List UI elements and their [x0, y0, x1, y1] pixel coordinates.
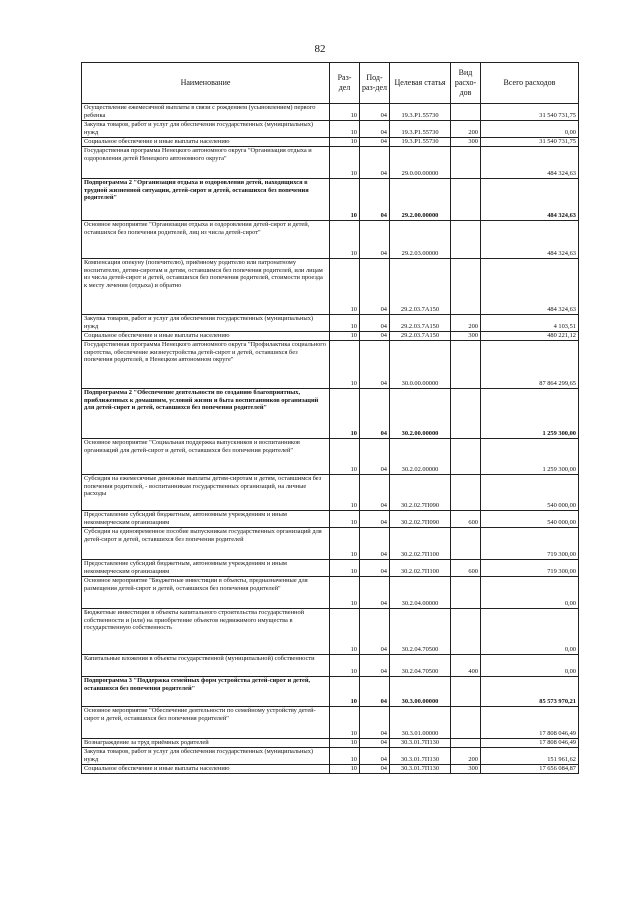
cell-vid	[451, 179, 481, 221]
cell-vid: 600	[451, 511, 481, 528]
cell-vid	[451, 475, 481, 511]
cell-vid	[451, 577, 481, 609]
cell-celevaya: 30.3.01.7П130	[390, 748, 451, 765]
cell-celevaya: 30.2.04.70500	[390, 655, 451, 677]
cell-summa: 719 300,00	[481, 560, 579, 577]
table-row	[82, 259, 579, 315]
cell-vid: 400	[451, 655, 481, 677]
cell-vid	[451, 439, 481, 475]
cell-celevaya: 30.2.02.7П100	[390, 528, 451, 560]
cell-vid	[451, 221, 481, 259]
table-row	[82, 475, 579, 511]
cell-razdel: 10	[330, 765, 360, 774]
table-row	[82, 315, 579, 332]
cell-summa: 4 103,51	[481, 315, 579, 332]
cell-summa: 17 808 046,49	[481, 707, 579, 739]
cell-summa: 484 324,63	[481, 221, 579, 259]
cell-razdel: 10	[330, 475, 360, 511]
cell-podrazdel: 04	[360, 104, 390, 121]
cell-celevaya: 19.3.P1.55730	[390, 121, 451, 138]
cell-name: Основное мероприятие "Организация отдыха и оздоровления детей-сирот и детей, оставшихся без попечения родителей, лиц из числа детей-сирот"	[82, 221, 330, 259]
cell-vid	[451, 147, 481, 179]
cell-celevaya: 30.2.02.7П100	[390, 560, 451, 577]
cell-celevaya: 19.3.P1.55730	[390, 138, 451, 147]
cell-celevaya: 29.2.03.00000	[390, 221, 451, 259]
cell-name: Предоставление субсидий бюджетным, автономным учреждениям и иным некоммерческим организациям	[82, 560, 330, 577]
cell-summa: 1 259 300,00	[481, 439, 579, 475]
cell-podrazdel: 04	[360, 138, 390, 147]
expenses-table	[81, 62, 579, 774]
cell-razdel: 10	[330, 259, 360, 315]
cell-name: Социальное обеспечение и иные выплаты населению	[82, 332, 330, 341]
table-row	[82, 104, 579, 121]
table-row	[82, 147, 579, 179]
cell-summa: 1 259 300,00	[481, 389, 579, 439]
cell-name: Капитальные вложения в объекты государственной (муниципальной) собственности	[82, 655, 330, 677]
table-row	[82, 439, 579, 475]
header-podrazdel: Под-раз-дел	[360, 63, 390, 104]
cell-name: Закупка товаров, работ и услуг для обеспечения государственных (муниципальных) нужд	[82, 121, 330, 138]
cell-podrazdel: 04	[360, 332, 390, 341]
cell-celevaya: 30.3.01.7П130	[390, 765, 451, 774]
cell-vid	[451, 259, 481, 315]
cell-podrazdel: 04	[360, 748, 390, 765]
cell-name: Предоставление субсидий бюджетным, автономным учреждениям и иным некоммерческим организациям	[82, 511, 330, 528]
cell-summa: 0,00	[481, 577, 579, 609]
cell-razdel: 10	[330, 179, 360, 221]
cell-podrazdel: 04	[360, 577, 390, 609]
cell-summa: 0,00	[481, 655, 579, 677]
cell-celevaya: 30.3.01.00000	[390, 707, 451, 739]
cell-name: Основное мероприятие "Социальная поддержка выпускников и воспитанников организаций для детей-сирот и детей, оставшихся без попечения родителей"	[82, 439, 330, 475]
cell-vid: 200	[451, 748, 481, 765]
cell-vid: 300	[451, 332, 481, 341]
cell-vid	[451, 739, 481, 748]
cell-summa: 151 961,62	[481, 748, 579, 765]
cell-razdel: 10	[330, 748, 360, 765]
cell-podrazdel: 04	[360, 259, 390, 315]
cell-razdel: 10	[330, 577, 360, 609]
cell-vid	[451, 707, 481, 739]
cell-celevaya: 30.0.00.00000	[390, 341, 451, 389]
cell-razdel: 10	[330, 332, 360, 341]
cell-name: Государственная программа Ненецкого автономного округа "Организация отдыха и оздоровления детей Ненецкого автономного округа"	[82, 147, 330, 179]
cell-vid	[451, 389, 481, 439]
cell-summa: 484 324,63	[481, 179, 579, 221]
cell-vid	[451, 341, 481, 389]
cell-name: Государственная программа Ненецкого автономного округа "Профилактика социального сиротства, обеспечение жизнеустройства детей-сирот и детей, оставшихся без попечения родителей, в Ненецком автономном округе"	[82, 341, 330, 389]
cell-vid	[451, 104, 481, 121]
cell-summa: 85 573 970,21	[481, 677, 579, 707]
cell-celevaya: 29.0.00.00000	[390, 147, 451, 179]
cell-summa: 31 540 731,75	[481, 138, 579, 147]
page-number: 82	[314, 43, 326, 55]
cell-razdel: 10	[330, 138, 360, 147]
cell-vid: 200	[451, 121, 481, 138]
cell-razdel: 10	[330, 439, 360, 475]
cell-podrazdel: 04	[360, 707, 390, 739]
table-row	[82, 739, 579, 748]
cell-summa: 540 000,00	[481, 475, 579, 511]
cell-name: Закупка товаров, работ и услуг для обеспечения государственных (муниципальных) нужд	[82, 748, 330, 765]
cell-razdel: 10	[330, 315, 360, 332]
cell-celevaya: 29.2.03.7А150	[390, 315, 451, 332]
cell-podrazdel: 04	[360, 739, 390, 748]
table-row	[82, 609, 579, 655]
table-body	[82, 104, 579, 774]
cell-razdel: 10	[330, 609, 360, 655]
cell-podrazdel: 04	[360, 765, 390, 774]
cell-razdel: 10	[330, 528, 360, 560]
cell-razdel: 10	[330, 104, 360, 121]
cell-name: Основное мероприятие "Бюджетные инвестиции в объекты, предназначенные для размещения детей-сирот и детей, оставшихся без попечения родителей"	[82, 577, 330, 609]
cell-vid	[451, 677, 481, 707]
cell-celevaya: 30.2.00.00000	[390, 389, 451, 439]
cell-razdel: 10	[330, 739, 360, 748]
cell-razdel: 10	[330, 707, 360, 739]
cell-podrazdel: 04	[360, 147, 390, 179]
cell-name: Компенсация опекуну (попечителю), приёмному родителю или патронатному воспитателю, детям-сиротам и детям, оставшимся без попечения родителей, или лицам из числа детей-сирот и детей, оставшихся без попечения родителей, стоимости проезда к месту лечения (отдыха) и обратно	[82, 259, 330, 315]
cell-name: Подпрограмма 3 "Поддержка семейных форм устройства детей-сирот и детей, оставшихся без попечения родителей"	[82, 677, 330, 707]
cell-vid: 600	[451, 560, 481, 577]
cell-summa: 719 300,00	[481, 528, 579, 560]
cell-celevaya: 30.3.01.7П130	[390, 739, 451, 748]
cell-razdel: 10	[330, 147, 360, 179]
cell-name: Подпрограмма 2 "Обеспечение деятельности по созданию благоприятных, приближенных к домашним, условий жизни и быта воспитанников организаций для детей-сирот и детей, оставшихся без попечения родителей"	[82, 389, 330, 439]
header-name: Наименование	[82, 63, 330, 104]
cell-razdel: 10	[330, 560, 360, 577]
cell-name: Закупка товаров, работ и услуг для обеспечения государственных (муниципальных) нужд	[82, 315, 330, 332]
header-razdel: Раз-дел	[330, 63, 360, 104]
cell-razdel: 10	[330, 221, 360, 259]
cell-celevaya: 30.2.02.7П090	[390, 475, 451, 511]
table-row	[82, 332, 579, 341]
table-row	[82, 389, 579, 439]
cell-name: Субсидия на ежемесячные денежные выплаты детям-сиротам и детям, оставшимся без попечения родителей, - воспитанникам государственных организаций, на личные расходы	[82, 475, 330, 511]
cell-vid: 200	[451, 315, 481, 332]
cell-podrazdel: 04	[360, 179, 390, 221]
table-row	[82, 179, 579, 221]
cell-name: Субсидия на единовременное пособие выпускникам государственных организаций для детей-сирот и детей, оставшихся без попечения родителей	[82, 528, 330, 560]
cell-summa: 0,00	[481, 609, 579, 655]
cell-vid: 300	[451, 138, 481, 147]
cell-celevaya: 29.2.03.7А150	[390, 259, 451, 315]
table-row	[82, 341, 579, 389]
table-header-row	[82, 63, 579, 104]
cell-podrazdel: 04	[360, 121, 390, 138]
table-row	[82, 138, 579, 147]
cell-razdel: 10	[330, 389, 360, 439]
cell-razdel: 10	[330, 341, 360, 389]
header-celevaya: Целевая статья	[390, 63, 451, 104]
table-row	[82, 528, 579, 560]
table-row	[82, 765, 579, 774]
cell-celevaya: 30.3.00.00000	[390, 677, 451, 707]
cell-name: Подпрограмма 2 "Организация отдыха и оздоровления детей, находящихся в трудной жизненной ситуации, детей-сирот и детей, оставшихся без попечения родителей"	[82, 179, 330, 221]
cell-name: Основное мероприятие "Обеспечение деятельности по семейному устройству детей-сирот и детей, оставшихся без попечения родителей"	[82, 707, 330, 739]
header-vsego: Всего расходов	[481, 63, 579, 104]
cell-razdel: 10	[330, 677, 360, 707]
cell-summa: 540 000,00	[481, 511, 579, 528]
cell-celevaya: 30.2.04.70500	[390, 609, 451, 655]
cell-name: Осуществление ежемесячной выплаты в связи с рождением (усыновлением) первого ребенка	[82, 104, 330, 121]
cell-summa: 31 540 731,75	[481, 104, 579, 121]
cell-summa: 0,00	[481, 121, 579, 138]
table-row	[82, 577, 579, 609]
cell-name: Социальное обеспечение и иные выплаты населению	[82, 765, 330, 774]
cell-celevaya: 30.2.04.00000	[390, 577, 451, 609]
cell-celevaya: 30.2.02.00000	[390, 439, 451, 475]
cell-razdel: 10	[330, 121, 360, 138]
cell-razdel: 10	[330, 655, 360, 677]
cell-summa: 17 656 084,87	[481, 765, 579, 774]
cell-summa: 87 864 299,65	[481, 341, 579, 389]
cell-summa: 17 808 046,49	[481, 739, 579, 748]
table-row	[82, 560, 579, 577]
cell-podrazdel: 04	[360, 677, 390, 707]
cell-podrazdel: 04	[360, 655, 390, 677]
cell-name: Бюджетные инвестиции в объекты капитального строительства государственной собственности и (или) на приобретение объектов недвижимого имущества в государственную собственность	[82, 609, 330, 655]
cell-name: Вознаграждение за труд приёмных родителей	[82, 739, 330, 748]
table-row	[82, 511, 579, 528]
header-vid: Вид расхо-дов	[451, 63, 481, 104]
cell-podrazdel: 04	[360, 341, 390, 389]
cell-podrazdel: 04	[360, 560, 390, 577]
cell-podrazdel: 04	[360, 221, 390, 259]
cell-celevaya: 29.2.03.7А150	[390, 332, 451, 341]
table-row	[82, 655, 579, 677]
cell-podrazdel: 04	[360, 439, 390, 475]
cell-podrazdel: 04	[360, 315, 390, 332]
cell-name: Социальное обеспечение и иные выплаты населению	[82, 138, 330, 147]
cell-celevaya: 29.2.00.00000	[390, 179, 451, 221]
cell-vid	[451, 528, 481, 560]
cell-podrazdel: 04	[360, 389, 390, 439]
table-row	[82, 707, 579, 739]
table-row	[82, 221, 579, 259]
cell-summa: 484 324,63	[481, 147, 579, 179]
table-row	[82, 677, 579, 707]
cell-podrazdel: 04	[360, 475, 390, 511]
cell-vid	[451, 609, 481, 655]
cell-podrazdel: 04	[360, 528, 390, 560]
cell-razdel: 10	[330, 511, 360, 528]
cell-celevaya: 30.2.02.7П090	[390, 511, 451, 528]
table-row	[82, 121, 579, 138]
table-row	[82, 748, 579, 765]
cell-podrazdel: 04	[360, 511, 390, 528]
cell-vid: 300	[451, 765, 481, 774]
cell-celevaya: 19.3.P1.55730	[390, 104, 451, 121]
cell-summa: 480 221,12	[481, 332, 579, 341]
cell-summa: 484 324,63	[481, 259, 579, 315]
cell-podrazdel: 04	[360, 609, 390, 655]
